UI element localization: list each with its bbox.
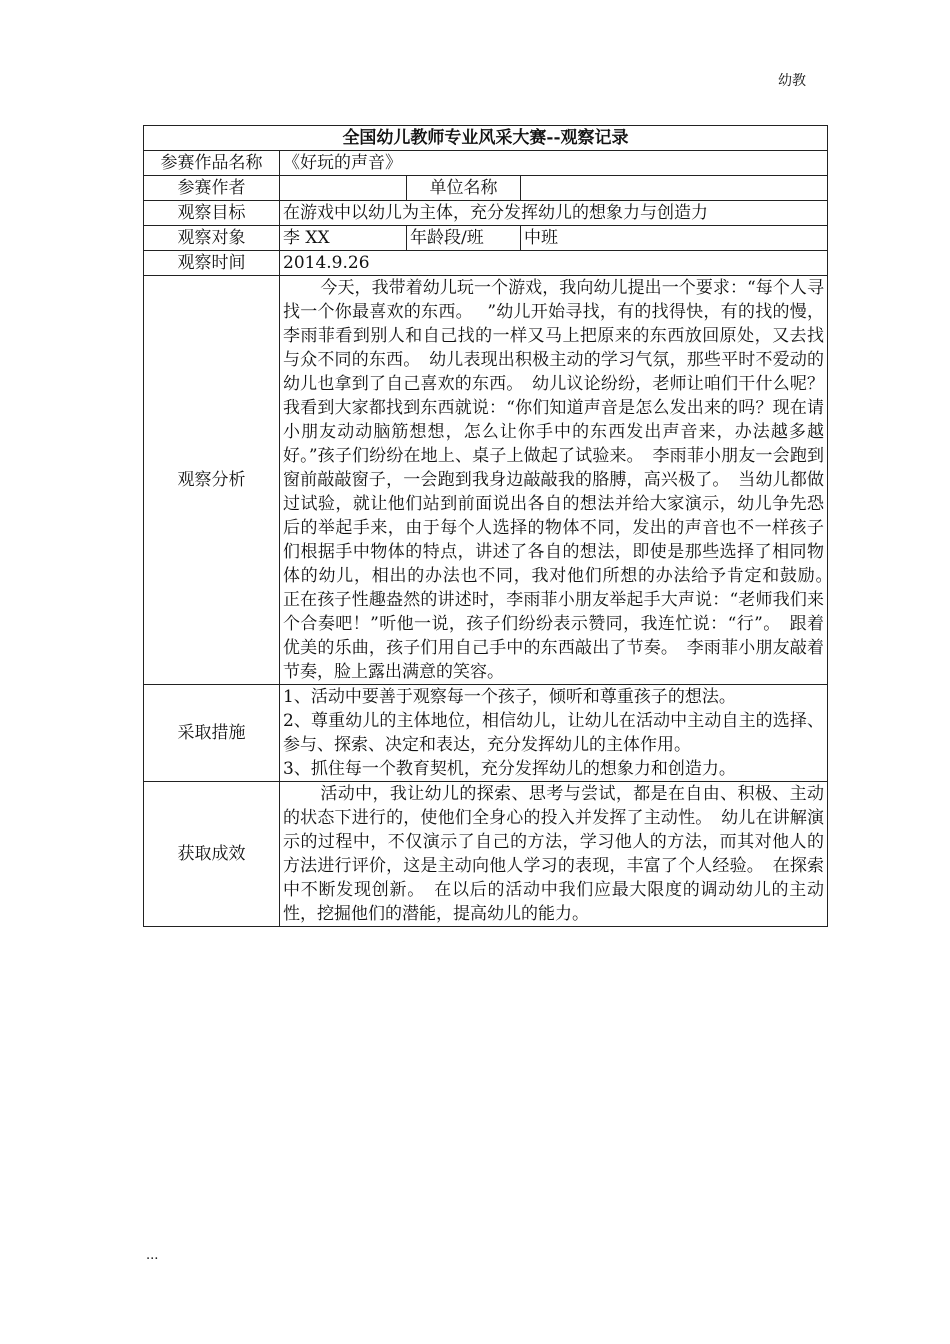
results-paragraph: 活动中，我让幼儿的探索、思考与尝试，都是在自由、积极、主动的状态下进行的，使他们全身心的投入并发挥了主动性。 幼儿在讲解演示的过程中，不仅演示了自己的方法，学习他人的方法，而其对他人的方法进行评价，这是主动向他人学习的表现，丰富了个人经验。 在探索中不断发现创新。 在以后的活动中我们应最大限度的调动幼儿的主动性，挖掘他们的潜能，提高幼儿的能力。: [283, 784, 824, 924]
work-name-value: 《好玩的声音》: [280, 151, 828, 176]
author-row: [144, 176, 828, 201]
measures-row: [144, 685, 828, 782]
header-tag: 幼教: [778, 73, 806, 89]
author-label: 参赛作者: [144, 176, 280, 201]
time-value: 2014.9.26: [280, 251, 828, 276]
results-text: [280, 782, 828, 927]
author-value: [280, 176, 407, 201]
observation-record-table: [143, 125, 841, 927]
age-class-label: 年龄段/班: [407, 226, 521, 251]
age-class-value: 中班: [521, 226, 828, 251]
title-row: [144, 126, 828, 151]
analysis-text: [280, 276, 841, 685]
form-title: 全国幼儿教师专业风采大赛--观察记录: [144, 126, 828, 151]
analysis-label: 观察分析: [144, 276, 280, 685]
results-row: [144, 782, 828, 927]
measure-item: 3、抓住每一个教育契机，充分发挥幼儿的想象力和创造力。: [283, 759, 736, 779]
measures-list: [280, 685, 828, 782]
subject-row: [144, 226, 828, 251]
work-name-label: 参赛作品名称: [144, 151, 280, 176]
measure-item: 2、尊重幼儿的主体地位，相信幼儿，让幼儿在活动中主动自主的选择、参与、探索、决定和表达，充分发挥幼儿的主体作用。: [283, 711, 824, 755]
footer-ellipsis: ...: [146, 1248, 159, 1263]
subject-label: 观察对象: [144, 226, 280, 251]
work-name-row: [144, 151, 828, 176]
results-label: 获取成效: [144, 782, 280, 927]
subject-value: 李 XX: [280, 226, 407, 251]
time-row: [144, 251, 828, 276]
analysis-row: [144, 276, 828, 685]
time-label: 观察时间: [144, 251, 280, 276]
goal-label: 观察目标: [144, 201, 280, 226]
goal-value: 在游戏中以幼儿为主体，充分发挥幼儿的想象力与创造力: [280, 201, 828, 226]
unit-name-label: 单位名称: [407, 176, 521, 201]
measures-label: 采取措施: [144, 685, 280, 782]
measure-item: 1、活动中要善于观察每一个孩子，倾听和尊重孩子的想法。: [283, 687, 736, 707]
goal-row: [144, 201, 828, 226]
analysis-paragraph: 今天，我带着幼儿玩一个游戏，我向幼儿提出一个要求：“每个人寻找一个你最喜欢的东西。 ”幼儿开始寻找，有的找得快，有的找的慢，李雨菲看到别人和自己找的一样又马上把原来的东西放回原处，又去找与众不同的东西。 幼儿表现出积极主动的学习气氛，那些平时不爱动的幼儿也拿到了自己喜欢的东西。 幼儿议论纷纷，老师让咱们干什么呢？我看到大家都找到东西就说：“你们知道声音是怎么发出来的吗？现在请小朋友动动脑筋想想，怎么让你手中的东西发出声音来，办法越多越好。”孩子们纷纷在地上、桌子上做起了试验来。 李雨菲小朋友一会跑到窗前敲敲窗子，一会跑到我身边敲敲我的胳膊，高兴极了。 当幼儿都做过试验，就让他们站到前面说出各自的想法并给大家演示，幼儿争先恐后的举起手来，由于每个人选择的物体不同，发出的声音也不一样孩子们根据手中物体的特点，讲述了各自的想法，即使是那些选择了相同物体的幼儿，相出的办法也不同，我对他们所想的办法给予肯定和鼓励。 正在孩子性趣盎然的讲述时，李雨菲小朋友举起手大声说：“老师我们来个合奏吧！”听他一说，孩子们纷纷表示赞同，我连忙说：“行”。 跟着优美的乐曲，孩子们用自己手中的东西敲出了节奏。 李雨菲小朋友敲着节奏，脸上露出满意的笑容。: [283, 278, 841, 682]
unit-name-value: [521, 176, 828, 201]
